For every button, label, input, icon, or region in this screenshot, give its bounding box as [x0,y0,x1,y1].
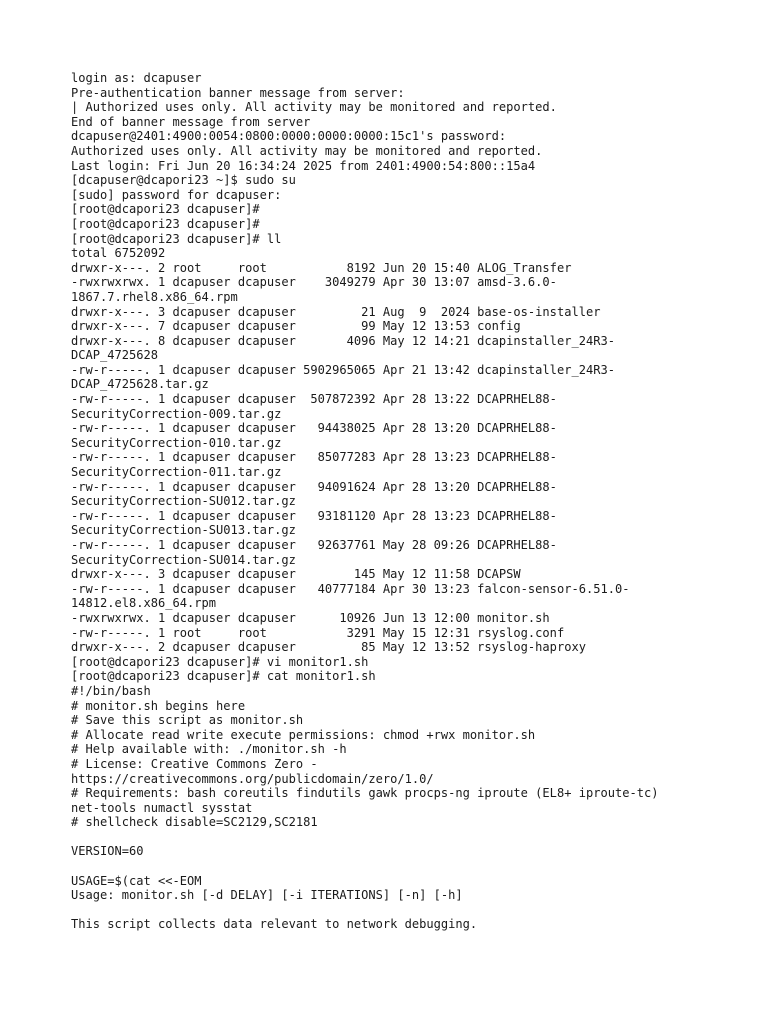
terminal-line: total 6752092 [71,246,166,261]
terminal-line: # monitor.sh begins here [71,698,246,713]
terminal-line: # Requirements: bash coreutils findutils gawk procps-ng iproute (EL8+ iproute-tc) [71,786,659,801]
terminal-line: This script collects data relevant to network debugging. [71,917,478,932]
terminal-line: -rw-r-----. 1 dcapuser dcapuser 94438025 Apr 28 13:20 DCAPRHEL88- [71,421,557,436]
terminal-line: SecurityCorrection-010.tar.gz [71,435,282,450]
terminal-transcript [71,71,751,932]
terminal-line: dcapuser@2401:4900:0054:0800:0000:0000:0000:15c1's password: [71,129,507,144]
terminal-line: -rw-r-----. 1 root root 3291 May 15 12:31 rsyslog.conf [71,625,565,640]
terminal-line: drwxr-x---. 2 root root 8192 Jun 20 15:40 ALOG_Transfer [71,260,572,275]
terminal-line: drwxr-x---. 3 dcapuser dcapuser 145 May 12 11:58 DCAPSW [71,567,521,582]
terminal-line: End of banner message from server [71,114,311,129]
terminal-line [71,830,751,845]
terminal-line: VERSION=60 [71,844,144,859]
terminal-line: -rwxrwxrwx. 1 dcapuser dcapuser 10926 Jun 13 12:00 monitor.sh [71,610,550,625]
terminal-line: [root@dcapori23 dcapuser]# vi monitor1.sh [71,654,369,669]
terminal-line: [root@dcapori23 dcapuser]# [71,216,260,231]
terminal-line: DCAP_4725628.tar.gz [71,377,209,392]
terminal-line: 1867.7.rhel8.x86_64.rpm [71,289,238,304]
terminal-line: -rw-r-----. 1 dcapuser dcapuser 85077283 Apr 28 13:23 DCAPRHEL88- [71,450,557,465]
terminal-line: [root@dcapori23 dcapuser]# [71,202,260,217]
terminal-line: [dcapuser@dcapori23 ~]$ sudo su [71,173,296,188]
terminal-line: drwxr-x---. 3 dcapuser dcapuser 21 Aug 9 2024 base-os-installer [71,304,601,319]
terminal-line: SecurityCorrection-009.tar.gz [71,406,282,421]
terminal-line: Last login: Fri Jun 20 16:34:24 2025 from 2401:4900:54:800::15a4 [71,158,536,173]
terminal-line: 14812.el8.x86_64.rpm [71,596,217,611]
terminal-line: SecurityCorrection-011.tar.gz [71,465,282,480]
terminal-line: USAGE=$(cat <<-EOM [71,873,202,888]
terminal-line: [root@dcapori23 dcapuser]# cat monitor1.sh [71,669,376,684]
terminal-line: #!/bin/bash [71,683,151,698]
terminal-line: SecurityCorrection-SU013.tar.gz [71,523,296,538]
terminal-line: -rw-r-----. 1 dcapuser dcapuser 5902965065 Apr 21 13:42 dcapinstaller_24R3- [71,362,615,377]
terminal-line: # Help available with: ./monitor.sh -h [71,742,347,757]
terminal-line: # License: Creative Commons Zero - [71,756,318,771]
terminal-line: DCAP_4725628 [71,348,159,363]
terminal-line: # shellcheck disable=SC2129,SC2181 [71,815,318,830]
terminal-line: -rw-r-----. 1 dcapuser dcapuser 94091624 Apr 28 13:20 DCAPRHEL88- [71,479,557,494]
terminal-line: Pre-authentication banner message from server: [71,85,405,100]
terminal-line: [sudo] password for dcapuser: [71,187,282,202]
terminal-line: -rw-r-----. 1 dcapuser dcapuser 40777184 Apr 30 13:23 falcon-sensor-6.51.0- [71,581,630,596]
terminal-line: drwxr-x---. 2 dcapuser dcapuser 85 May 12 13:52 rsyslog-haproxy [71,640,586,655]
terminal-line: -rw-r-----. 1 dcapuser dcapuser 93181120 Apr 28 13:23 DCAPRHEL88- [71,508,557,523]
terminal-line: -rw-r-----. 1 dcapuser dcapuser 92637761 May 28 09:26 DCAPRHEL88- [71,538,557,552]
terminal-line [71,903,751,918]
terminal-line: # Allocate read write execute permissions: chmod +rwx monitor.sh [71,727,536,742]
terminal-line: SecurityCorrection-SU014.tar.gz [71,552,296,567]
terminal-line: Authorized uses only. All activity may be monitored and reported. [71,143,543,158]
terminal-line: -rwxrwxrwx. 1 dcapuser dcapuser 3049279 Apr 30 13:07 amsd-3.6.0- [71,275,557,290]
terminal-line: [root@dcapori23 dcapuser]# ll [71,231,282,246]
terminal-line: # Save this script as monitor.sh [71,713,304,728]
terminal-line [71,859,751,874]
terminal-line: drwxr-x---. 7 dcapuser dcapuser 99 May 12 13:53 config [71,319,521,334]
terminal-line: login as: dcapuser [71,71,202,85]
terminal-line: https://creativecommons.org/publicdomain/zero/1.0/ [71,771,434,786]
terminal-line: net-tools numactl sysstat [71,800,253,815]
terminal-line: drwxr-x---. 8 dcapuser dcapuser 4096 May 12 14:21 dcapinstaller_24R3- [71,333,615,348]
terminal-line: -rw-r-----. 1 dcapuser dcapuser 507872392 Apr 28 13:22 DCAPRHEL88- [71,392,557,407]
terminal-line: Usage: monitor.sh [-d DELAY] [-i ITERATIONS] [-n] [-h] [71,888,463,903]
terminal-line: SecurityCorrection-SU012.tar.gz [71,494,296,509]
terminal-line: | Authorized uses only. All activity may be monitored and reported. [71,100,557,115]
